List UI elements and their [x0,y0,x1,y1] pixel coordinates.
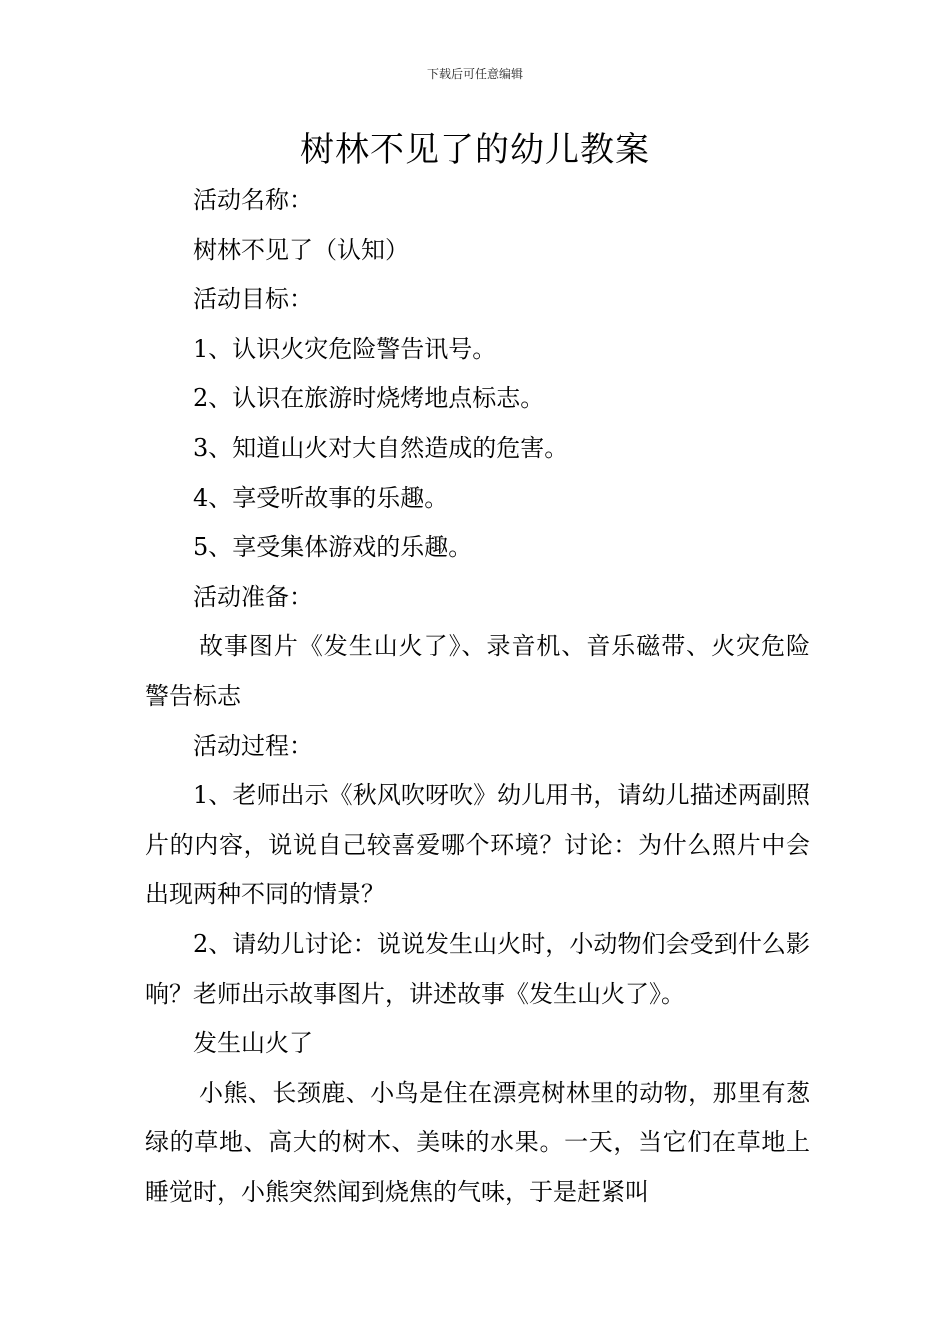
paragraph-story: 小熊、长颈鹿、小鸟是住在漂亮树林里的动物，那里有葱绿的草地、高大的树木、美味的水果。一天，当它们在草地上睡觉时，小熊突然闻到烧焦的气味，于是赶紧叫 [145,1078,810,1206]
paragraph-goal-4: 4、享受听故事的乐趣。 [193,483,449,512]
paragraph-goal-5: 5、享受集体游戏的乐趣。 [193,533,473,562]
header-note: 下载后可任意编辑 [426,67,523,81]
document-title: 树林不见了的幼儿教案 [300,130,650,170]
paragraph-goal-1: 1、认识火灾危险警告讯号。 [193,334,497,363]
document-body [145,176,810,1217]
paragraph-process-label: 活动过程： [193,731,313,760]
paragraph-goal-3: 3、知道山火对大自然造成的危害。 [193,433,569,462]
paragraph-process-2: 2、请幼儿讨论：说说发生山火时，小动物们会受到什么影响？老师出示故事图片，讲述故事《发生山火了》。 [145,929,810,1008]
paragraph-activity-name-label: 活动名称： [193,186,313,214]
paragraph-activity-name: 树林不见了（认知） [193,235,409,264]
paragraph-preparation-label: 活动准备： [193,582,313,611]
paragraph-goals-label: 活动目标： [193,285,313,314]
paragraph-goal-2: 2、认识在旅游时烧烤地点标志。 [193,384,545,413]
paragraph-process-1: 1、老师出示《秋风吹呀吹》幼儿用书，请幼儿描述两副照片的内容，说说自己较喜爱哪个环境？讨论：为什么照片中会出现两种不同的情景？ [145,781,810,909]
paragraph-preparation: 故事图片《发生山火了》、录音机、音乐磁带、火灾危险警告标志 [145,632,810,710]
paragraph-story-title: 发生山火了 [193,1029,313,1058]
